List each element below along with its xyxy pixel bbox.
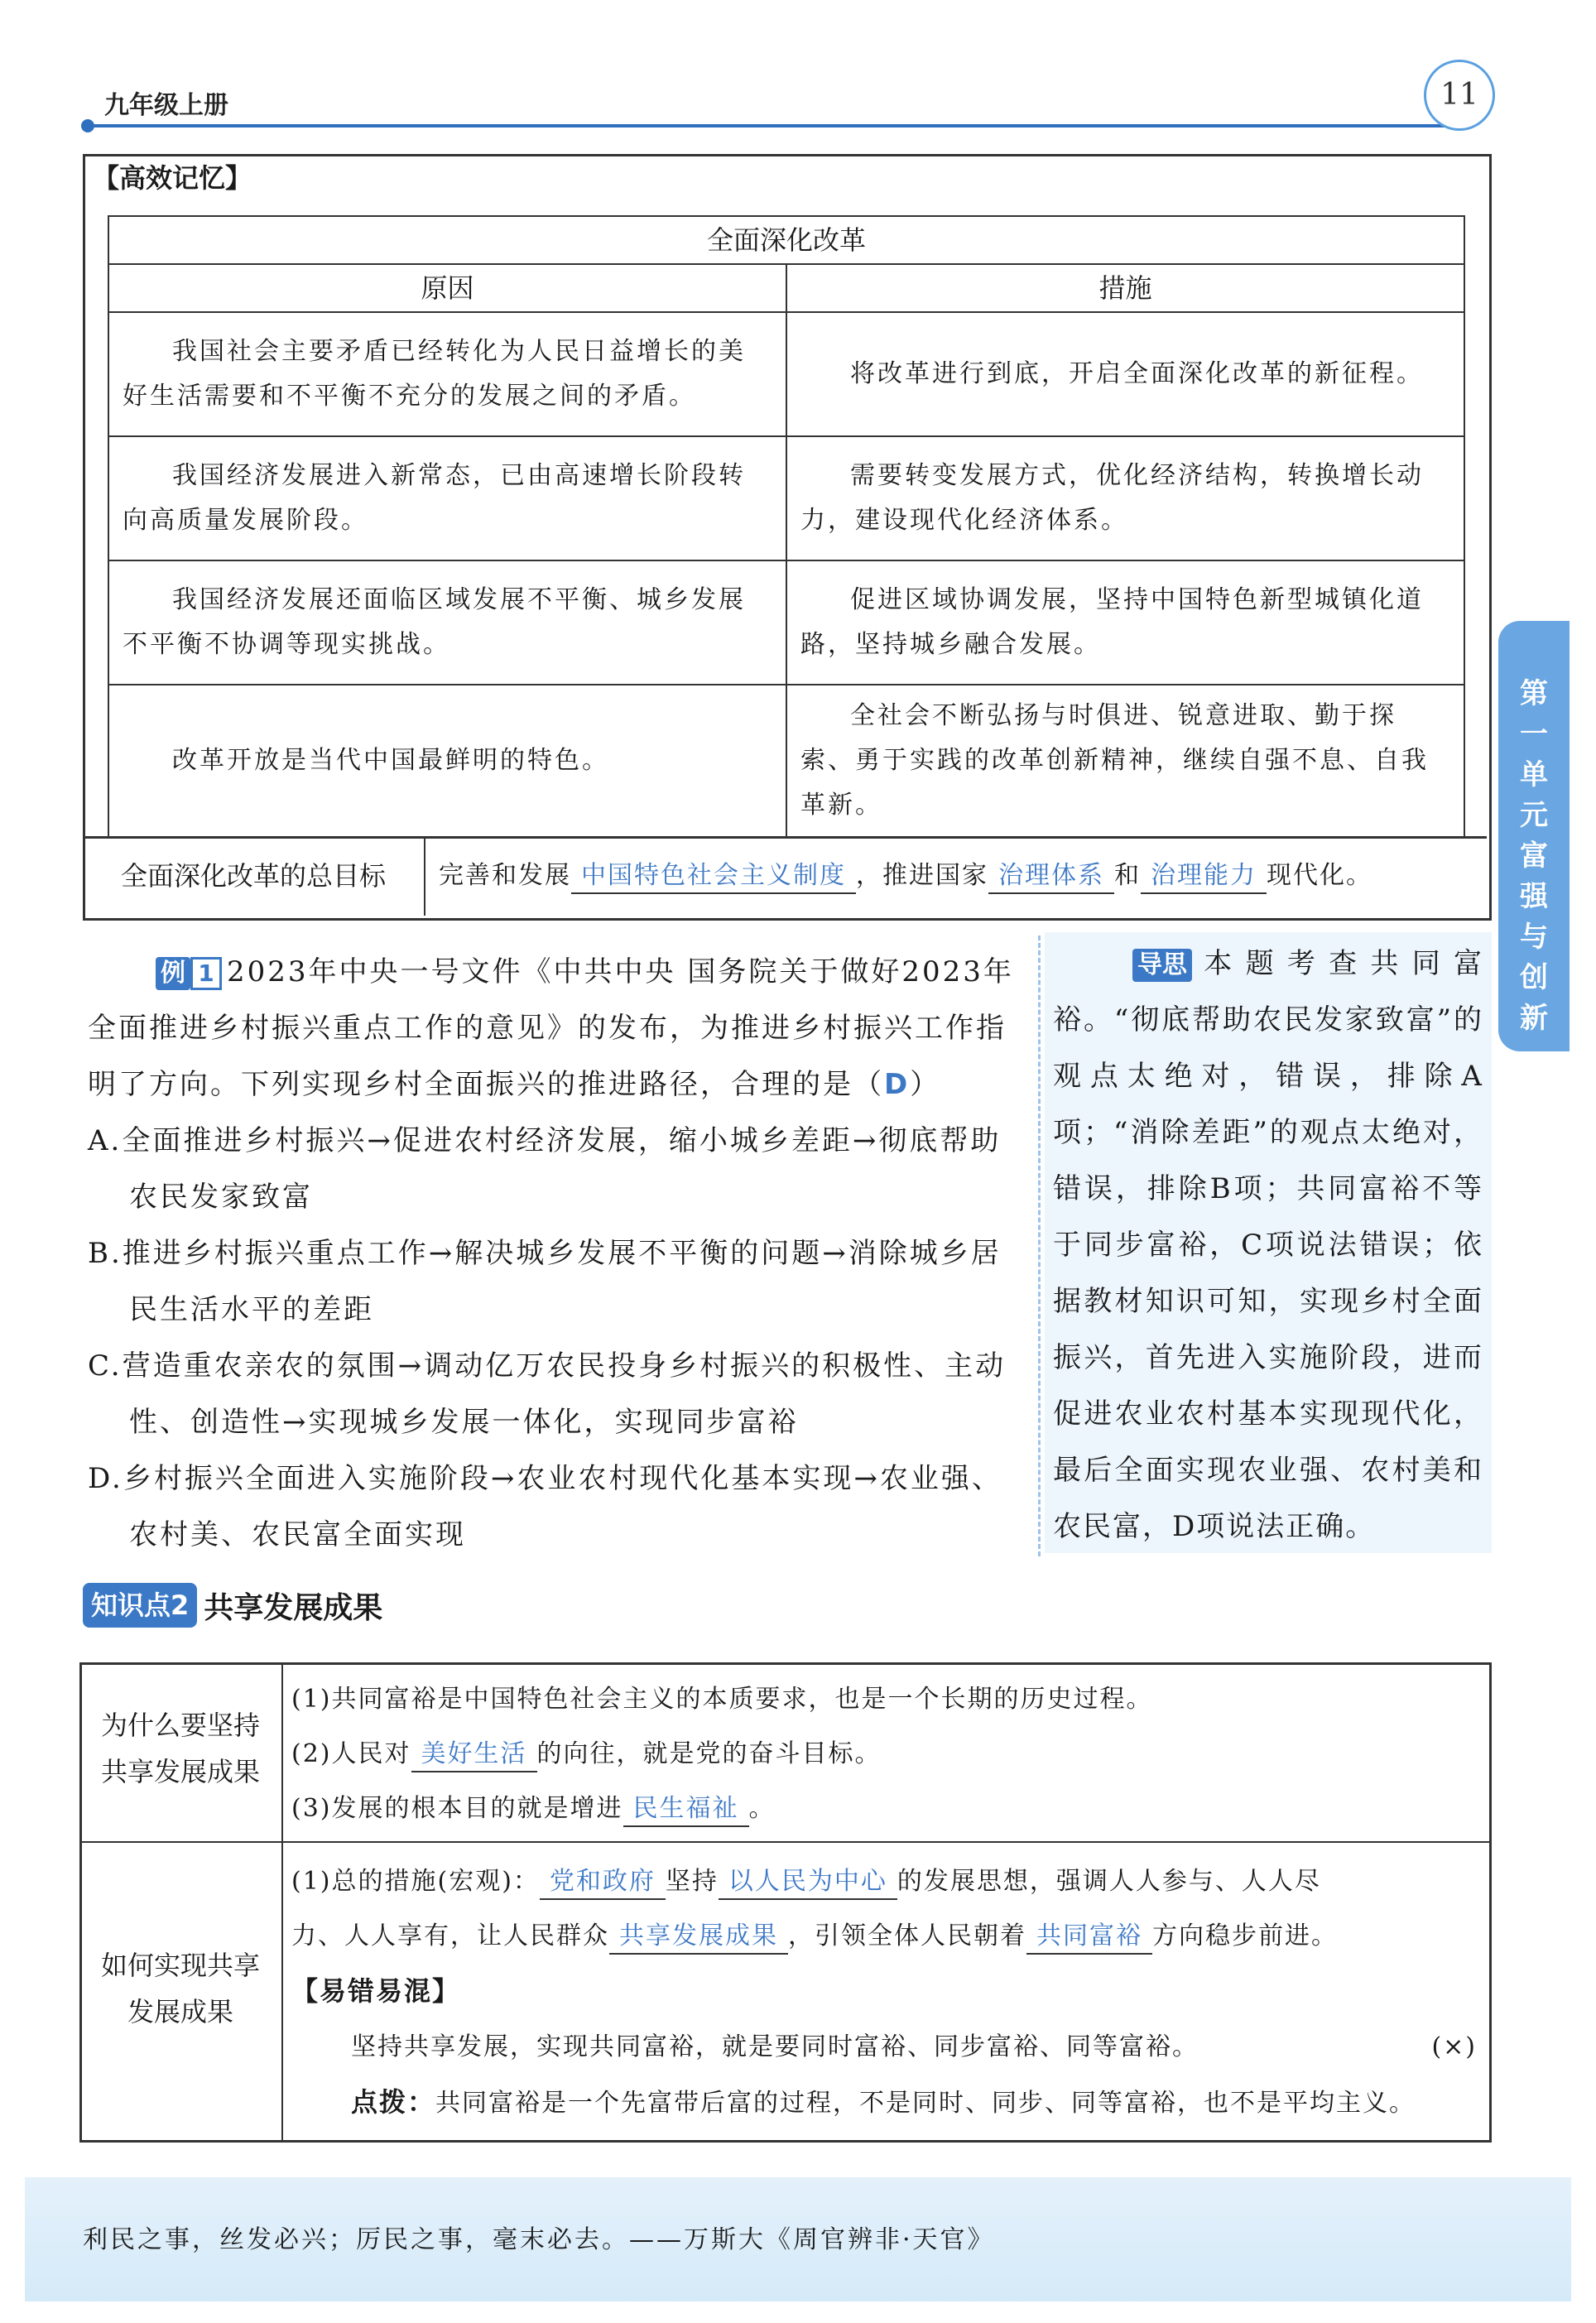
answer-blank: 民生福祉 [623, 1792, 749, 1827]
mistake-statement: 坚持共享发展，实现共同富裕，就是要同时富裕、同步富裕、同等富裕。 [351, 2032, 1199, 2061]
reason-cell: 我国经济发展进入新常态，已由高速增长阶段转向高质量发展阶段。 [108, 436, 786, 560]
answer-choice: D [884, 1068, 911, 1101]
unit-side-tab [1498, 621, 1570, 1051]
knowledge-point-title: 共享发展成果 [204, 1590, 383, 1625]
measure-cell: 促进区域协调发展，坚持中国特色新型城镇化道路，坚持城乡融合发展。 [786, 560, 1464, 685]
tab-char: 富 [1520, 839, 1548, 873]
reason-cell: 改革开放是当代中国最鲜明的特色。 [108, 685, 786, 837]
judgment-mark: (×) [1431, 2032, 1477, 2061]
answer-blank: 党和政府 [540, 1865, 666, 1900]
tab-char: 一 [1520, 718, 1548, 751]
measure-cell: 将改革进行到底，开启全面深化改革的新征程。 [786, 312, 1464, 436]
knowledge-point-badge: 知识点2 [83, 1583, 197, 1628]
why-content: (1)共同富裕是中国特色社会主义的本质要求，也是一个长期的历史过程。 (2)人民对 美好生活 的向往，就是党的奋斗目标。 (3)发展的根本目的就是增进 民生福祉 。 [291, 1672, 1153, 1836]
option-d: D.乡村振兴全面进入实施阶段→农业农村现代化基本实现→农业强、农村美、农民富全面实现 [88, 1462, 1002, 1551]
example-question [88, 944, 1023, 1563]
question-stem: 例 1 2023年中央一号文件《中共中央 国务院关于做好2023年全面推进乡村振兴重点工作的意见》的发布，为推进乡村振兴工作指明了方向。下列实现乡村全面振兴的推进路径，合理的是（D） [88, 955, 1014, 1101]
col-header-reason: 原因 [108, 264, 786, 312]
page-number: 11 [1424, 60, 1495, 131]
goal-label: 全面深化改革的总目标 [83, 836, 425, 916]
example-number: 1 [190, 957, 222, 990]
measure-cell: 需要转变发展方式，优化经济结构，转换增长动力，建设现代化经济体系。 [786, 436, 1464, 560]
table-row [108, 312, 1464, 436]
goal-text: 完善和发展 中国特色社会主义制度 ，推进国家 治理体系 和 治理能力 现代化。 [439, 836, 1372, 916]
answer-blank: 治理体系 [988, 859, 1114, 894]
option-a: A.全面推进乡村振兴→促进农村经济发展，缩小城乡差距→彻底帮助农民发家致富 [88, 1124, 1002, 1214]
how-label: 如何实现共享 发展成果 [100, 1950, 260, 2027]
tab-char: 创 [1520, 961, 1548, 994]
answer-blank: 治理能力 [1141, 859, 1267, 894]
tab-char: 与 [1520, 921, 1548, 954]
table-divider [79, 1841, 1489, 1843]
tip-label: 点拨： [351, 2086, 436, 2118]
how-content: (1)总的措施(宏观)： 党和政府 坚持 以人民为中心 的发展思想，强调人人参与、人人尽 力、人人享有，让人民群众 共享发展成果 ，引领全体人民朝着 共同富裕 方向稳步前进。 【易错易混】 [291, 1854, 1338, 2018]
guide-text: 导思 本题考查共同富裕。“彻底帮助农民发家致富”的观点太绝对，错误，排除A项；“消除差距”的观点太绝对，错误，排除B项；共同富裕不等于同步富裕，C项说法错误；依据教材知识可知，实现乡村全面振兴，首先进入实施阶段，进而促进农业农村基本实现现代化，最后全面实现农业强、农村美和农民富，D项说法正确。 [1053, 947, 1483, 1543]
tab-char: 单 [1520, 758, 1548, 791]
reason-cell: 我国经济发展还面临区域发展不平衡、城乡发展不平衡不协调等现实挑战。 [108, 560, 786, 685]
answer-blank: 美好生活 [411, 1738, 537, 1772]
guide-divider [1038, 935, 1041, 1556]
tab-char: 元 [1520, 799, 1548, 832]
footer-quote: 利民之事，丝发必兴；厉民之事，毫末必去。——万斯大《周官辨非·天官》 [83, 2225, 995, 2254]
option-c: C.营造重农亲农的氛围→调动亿万农民投身乡村振兴的积极性、主动性、创造性→实现城乡发展一体化，实现同步富裕 [88, 1349, 1007, 1439]
book-title: 九年级上册 [104, 91, 228, 120]
header-rule [88, 124, 1454, 127]
why-label: 为什么要坚持 共享发展成果 [100, 1710, 260, 1787]
tab-char: 新 [1520, 1002, 1548, 1035]
common-mistake-label: 【易错易混】 [291, 1975, 461, 2007]
col-header-measure: 措施 [786, 264, 1464, 312]
tab-char: 第 [1520, 677, 1548, 710]
common-mistake [351, 2020, 1477, 2131]
tab-char: 强 [1520, 880, 1548, 913]
answer-blank: 共同富裕 [1026, 1920, 1152, 1955]
answer-blank: 以人民为中心 [719, 1865, 897, 1900]
table-row [108, 560, 1464, 685]
measure-cell: 全社会不断弘扬与时俱进、锐意进取、勤于探索、勇于实践的改革创新精神，继续自强不息、自我革新。 [786, 685, 1464, 837]
table-title: 全面深化改革 [108, 216, 1464, 264]
reason-cell: 我国社会主要矛盾已经转化为人民日益增长的美好生活需要和不平衡不充分的发展之间的矛盾。 [108, 312, 786, 436]
answer-blank: 共享发展成果 [609, 1920, 788, 1955]
table-divider [281, 1662, 283, 2140]
knowledge-point-header [83, 1583, 382, 1628]
memory-label: 【高效记忆】 [93, 162, 252, 194]
tip-text: 共同富裕是一个先富带后富的过程，不是同时、同步、同等富裕，也不是平均主义。 [435, 2089, 1416, 2118]
guide-badge: 导思 [1132, 949, 1192, 982]
table-row [108, 436, 1464, 560]
table-row [108, 685, 1464, 837]
answer-blank: 中国特色社会主义制度 [571, 859, 856, 894]
option-b: B.推进乡村振兴重点工作→解决城乡发展不平衡的问题→消除城乡居民生活水平的差距 [88, 1237, 1002, 1326]
reform-table [108, 215, 1465, 838]
example-badge: 例 [156, 957, 190, 990]
